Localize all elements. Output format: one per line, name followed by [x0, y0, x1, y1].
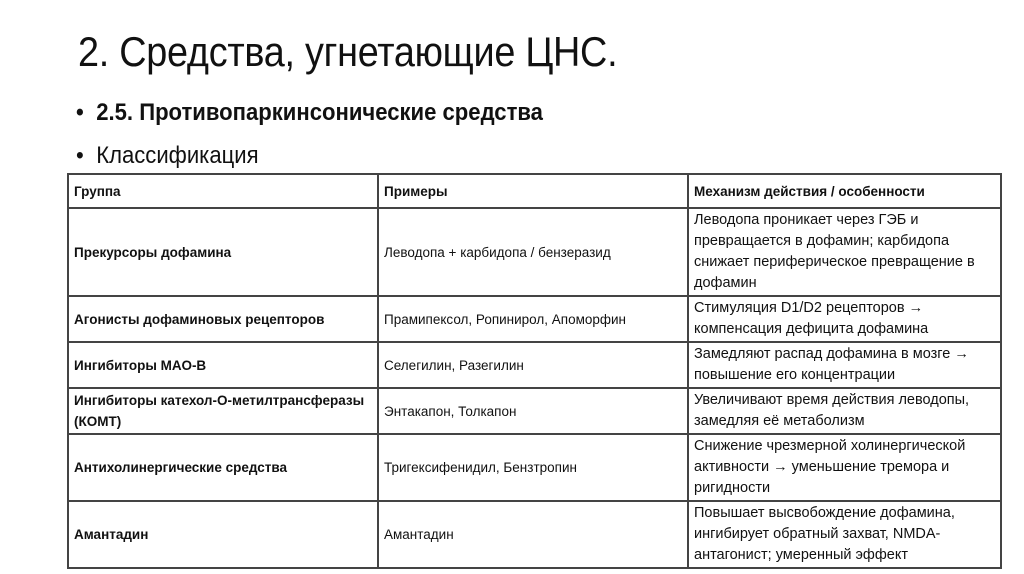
cell-mechanism: Увеличивают время действия леводопы, замедляя её метаболизм [688, 388, 1001, 434]
bullet-section-heading [76, 99, 543, 127]
table-row [68, 296, 1001, 342]
table-row [68, 434, 1001, 501]
cell-group: Агонисты дофаминовых рецепторов [68, 296, 378, 342]
cell-mechanism: Повышает высвобождение дофамина, ингибирует обратный захват, NMDA-антагонист; умеренный эффект [688, 501, 1001, 568]
cell-mechanism: Снижение чрезмерной холинергической активности → уменьшение тремора и ригидности [688, 434, 1001, 501]
cell-mechanism: Замедляют распад дофамина в мозге → повышение его концентрации [688, 342, 1001, 388]
table-row [68, 208, 1001, 296]
cell-examples: Прамипексол, Ропинирол, Апоморфин [378, 296, 688, 342]
bullet-marker: • [76, 142, 84, 169]
cell-mechanism: Стимуляция D1/D2 рецепторов → компенсация дефицита дофамина [688, 296, 1001, 342]
slide-title: 2. Средства, угнетающие ЦНС. [78, 28, 618, 75]
header-examples: Примеры [378, 174, 688, 208]
table-row [68, 342, 1001, 388]
cell-examples: Энтакапон, Толкапон [378, 388, 688, 434]
bullet-marker: • [76, 99, 84, 126]
table-row [68, 501, 1001, 568]
cell-examples: Селегилин, Разегилин [378, 342, 688, 388]
table-row [68, 388, 1001, 434]
classification-table [67, 173, 1002, 569]
cell-examples: Амантадин [378, 501, 688, 568]
cell-group: Ингибиторы МАО-В [68, 342, 378, 388]
bullet-text: 2.5. Противопаркинсонические средства [96, 99, 543, 126]
cell-group: Прекурсоры дофамина [68, 208, 378, 296]
bullet-text: Классификация [96, 142, 259, 169]
bullet-classification [76, 142, 259, 170]
cell-group: Ингибиторы катехол-О-метилтрансферазы (КОМТ) [68, 388, 378, 434]
header-mechanism: Механизм действия / особенности [688, 174, 1001, 208]
cell-examples: Леводопа + карбидопа / бензеразид [378, 208, 688, 296]
cell-examples: Тригексифенидил, Бензтропин [378, 434, 688, 501]
cell-group: Амантадин [68, 501, 378, 568]
header-group: Группа [68, 174, 378, 208]
cell-mechanism: Леводопа проникает через ГЭБ и превращается в дофамин; карбидопа снижает периферическое превращение в дофамин [688, 208, 1001, 296]
table-header-row [68, 174, 1001, 208]
cell-group: Антихолинергические средства [68, 434, 378, 501]
